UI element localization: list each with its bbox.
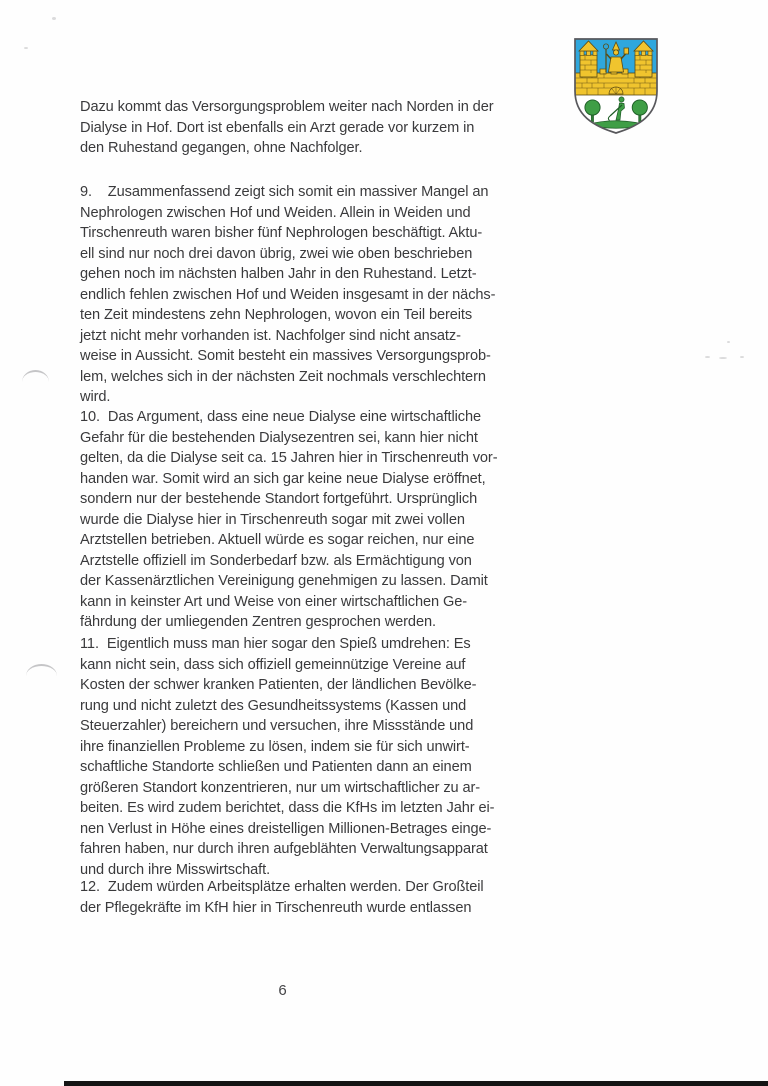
text-line: 9. Zusammenfassend zeigt sich somit ein massiver Mangel an	[80, 184, 489, 200]
text-line: kann in keinster Art und Weise von einer wirtschaftlichen Ge-	[80, 593, 468, 610]
text-line: schaftliche Standorte schließen und Patienten dann an einem	[80, 759, 472, 775]
text-line: wurde die Dialyse hier in Tirschenreuth sogar mit zwei vollen	[80, 511, 465, 528]
text-line: fährdung der umliegenden Zentren gesprochen werden.	[80, 614, 436, 630]
text-line: wird.	[80, 389, 111, 405]
scan-artifact-speck	[727, 341, 730, 343]
paragraph	[80, 407, 497, 633]
text-line: der Kassenärztlichen Vereinigung genehmigen zu lassen. Damit	[80, 573, 488, 589]
text-line: lem, welches sich in der nächsten Zeit nochmals verschlechtern	[80, 368, 486, 385]
scan-artifact-speck	[719, 357, 727, 359]
text-line: Kosten der schwer kranken Patienten, der ländlichen Bevölke-	[80, 677, 477, 693]
scan-artifact-speck	[24, 47, 28, 49]
text-line: 11. Eigentlich muss man hier sogar den Spieß umdrehen: Es	[80, 636, 471, 652]
text-line: größeren Standort konzentrieren, nur um wirtschaftlicher zu ar-	[80, 779, 481, 796]
scan-artifact-speck	[52, 17, 56, 20]
text-line: der Pflegekräfte im KfH hier in Tirschenreuth wurde entlassen	[80, 899, 472, 916]
text-line: 10. Das Argument, dass eine neue Dialyse eine wirtschaftliche	[80, 409, 482, 425]
text-line: Gefahr für die bestehenden Dialysezentren sei, kann hier nicht	[80, 429, 478, 446]
text-line: handen war. Somit wird an sich gar keine neue Dialyse eröffnet,	[80, 470, 486, 487]
text-line: weise in Aussicht. Somit besteht ein massives Versorgungsprob-	[80, 348, 491, 364]
text-line: den Ruhestand gegangen, ohne Nachfolger.	[80, 140, 363, 156]
text-line: nen Verlust in Höhe eines dreistelligen Millionen-Betrages einge-	[80, 820, 492, 837]
scan-artifact-arc	[22, 370, 49, 382]
scan-artifact-speck	[740, 356, 744, 358]
text-line: 12. Zudem würden Arbeitsplätze erhalten werden. Der Großteil	[80, 879, 484, 895]
text-line: beiten. Es wird zudem berichtet, dass die KfHs im letzten Jahr ei-	[80, 800, 495, 816]
text-line: gelten, da die Dialyse seit ca. 15 Jahren hier in Tirschenreuth vor-	[80, 450, 498, 466]
text-line: Nephrologen zwischen Hof und Weiden. Allein in Weiden und	[80, 204, 471, 221]
scan-artifact-speck	[705, 356, 710, 358]
text-line: kann nicht sein, dass sich offiziell gemeinnützige Vereine auf	[80, 656, 466, 673]
paragraph	[80, 182, 495, 408]
text-line: Arztstelle offiziell im Sonderbedarf bzw. als Ermächtigung von	[80, 552, 472, 569]
paragraph	[80, 877, 484, 918]
scan-edge-bar	[64, 1081, 768, 1086]
text-line: Arztstellen betrieben. Aktuell würde es sogar reichen, nur eine	[80, 532, 475, 548]
text-line: rung und nicht zuletzt des Gesundheitssystems (Kassen und	[80, 697, 467, 714]
text-line: Dazu kommt das Versorgungsproblem weiter nach Norden in der	[80, 99, 494, 115]
text-line: Dialyse in Hof. Dort ist ebenfalls ein Arzt gerade vor kurzem in	[80, 119, 475, 136]
text-line: ten Zeit mindestens zehn Nephrologen, wovon ein Teil bereits	[80, 307, 473, 323]
paragraph	[80, 97, 493, 159]
text-line: sondern nur der bestehende Standort fortgeführt. Ursprünglich	[80, 491, 478, 507]
coat-of-arms-icon	[572, 36, 660, 136]
text-line: Tirschenreuth waren bisher fünf Nephrologen beschäftigt. Aktu-	[80, 225, 483, 241]
text-line: Steuerzahler) bereichern und versuchen, ihre Missstände und	[80, 718, 474, 734]
text-line: fahren haben, nur durch ihren aufgeblähten Verwaltungsapparat	[80, 841, 488, 857]
page-number: 6	[278, 982, 287, 999]
coat-of-arms-svg	[572, 36, 660, 136]
text-line: endlich fehlen zwischen Hof und Weiden insgesamt in der nächs-	[80, 286, 496, 303]
text-line: ihre finanziellen Probleme zu lösen, indem sie für sich unwirt-	[80, 738, 470, 755]
text-line: gehen noch im nächsten halben Jahr in den Ruhestand. Letzt-	[80, 266, 477, 282]
text-line: ell sind nur noch drei davon übrig, zwei wie oben beschrieben	[80, 245, 473, 262]
scan-artifact-arc	[26, 664, 57, 676]
text-line: jetzt nicht mehr vorhanden ist. Nachfolger sind nicht ansatz-	[80, 327, 461, 344]
text-line: und durch ihre Misswirtschaft.	[80, 861, 271, 878]
paragraph	[80, 634, 494, 880]
